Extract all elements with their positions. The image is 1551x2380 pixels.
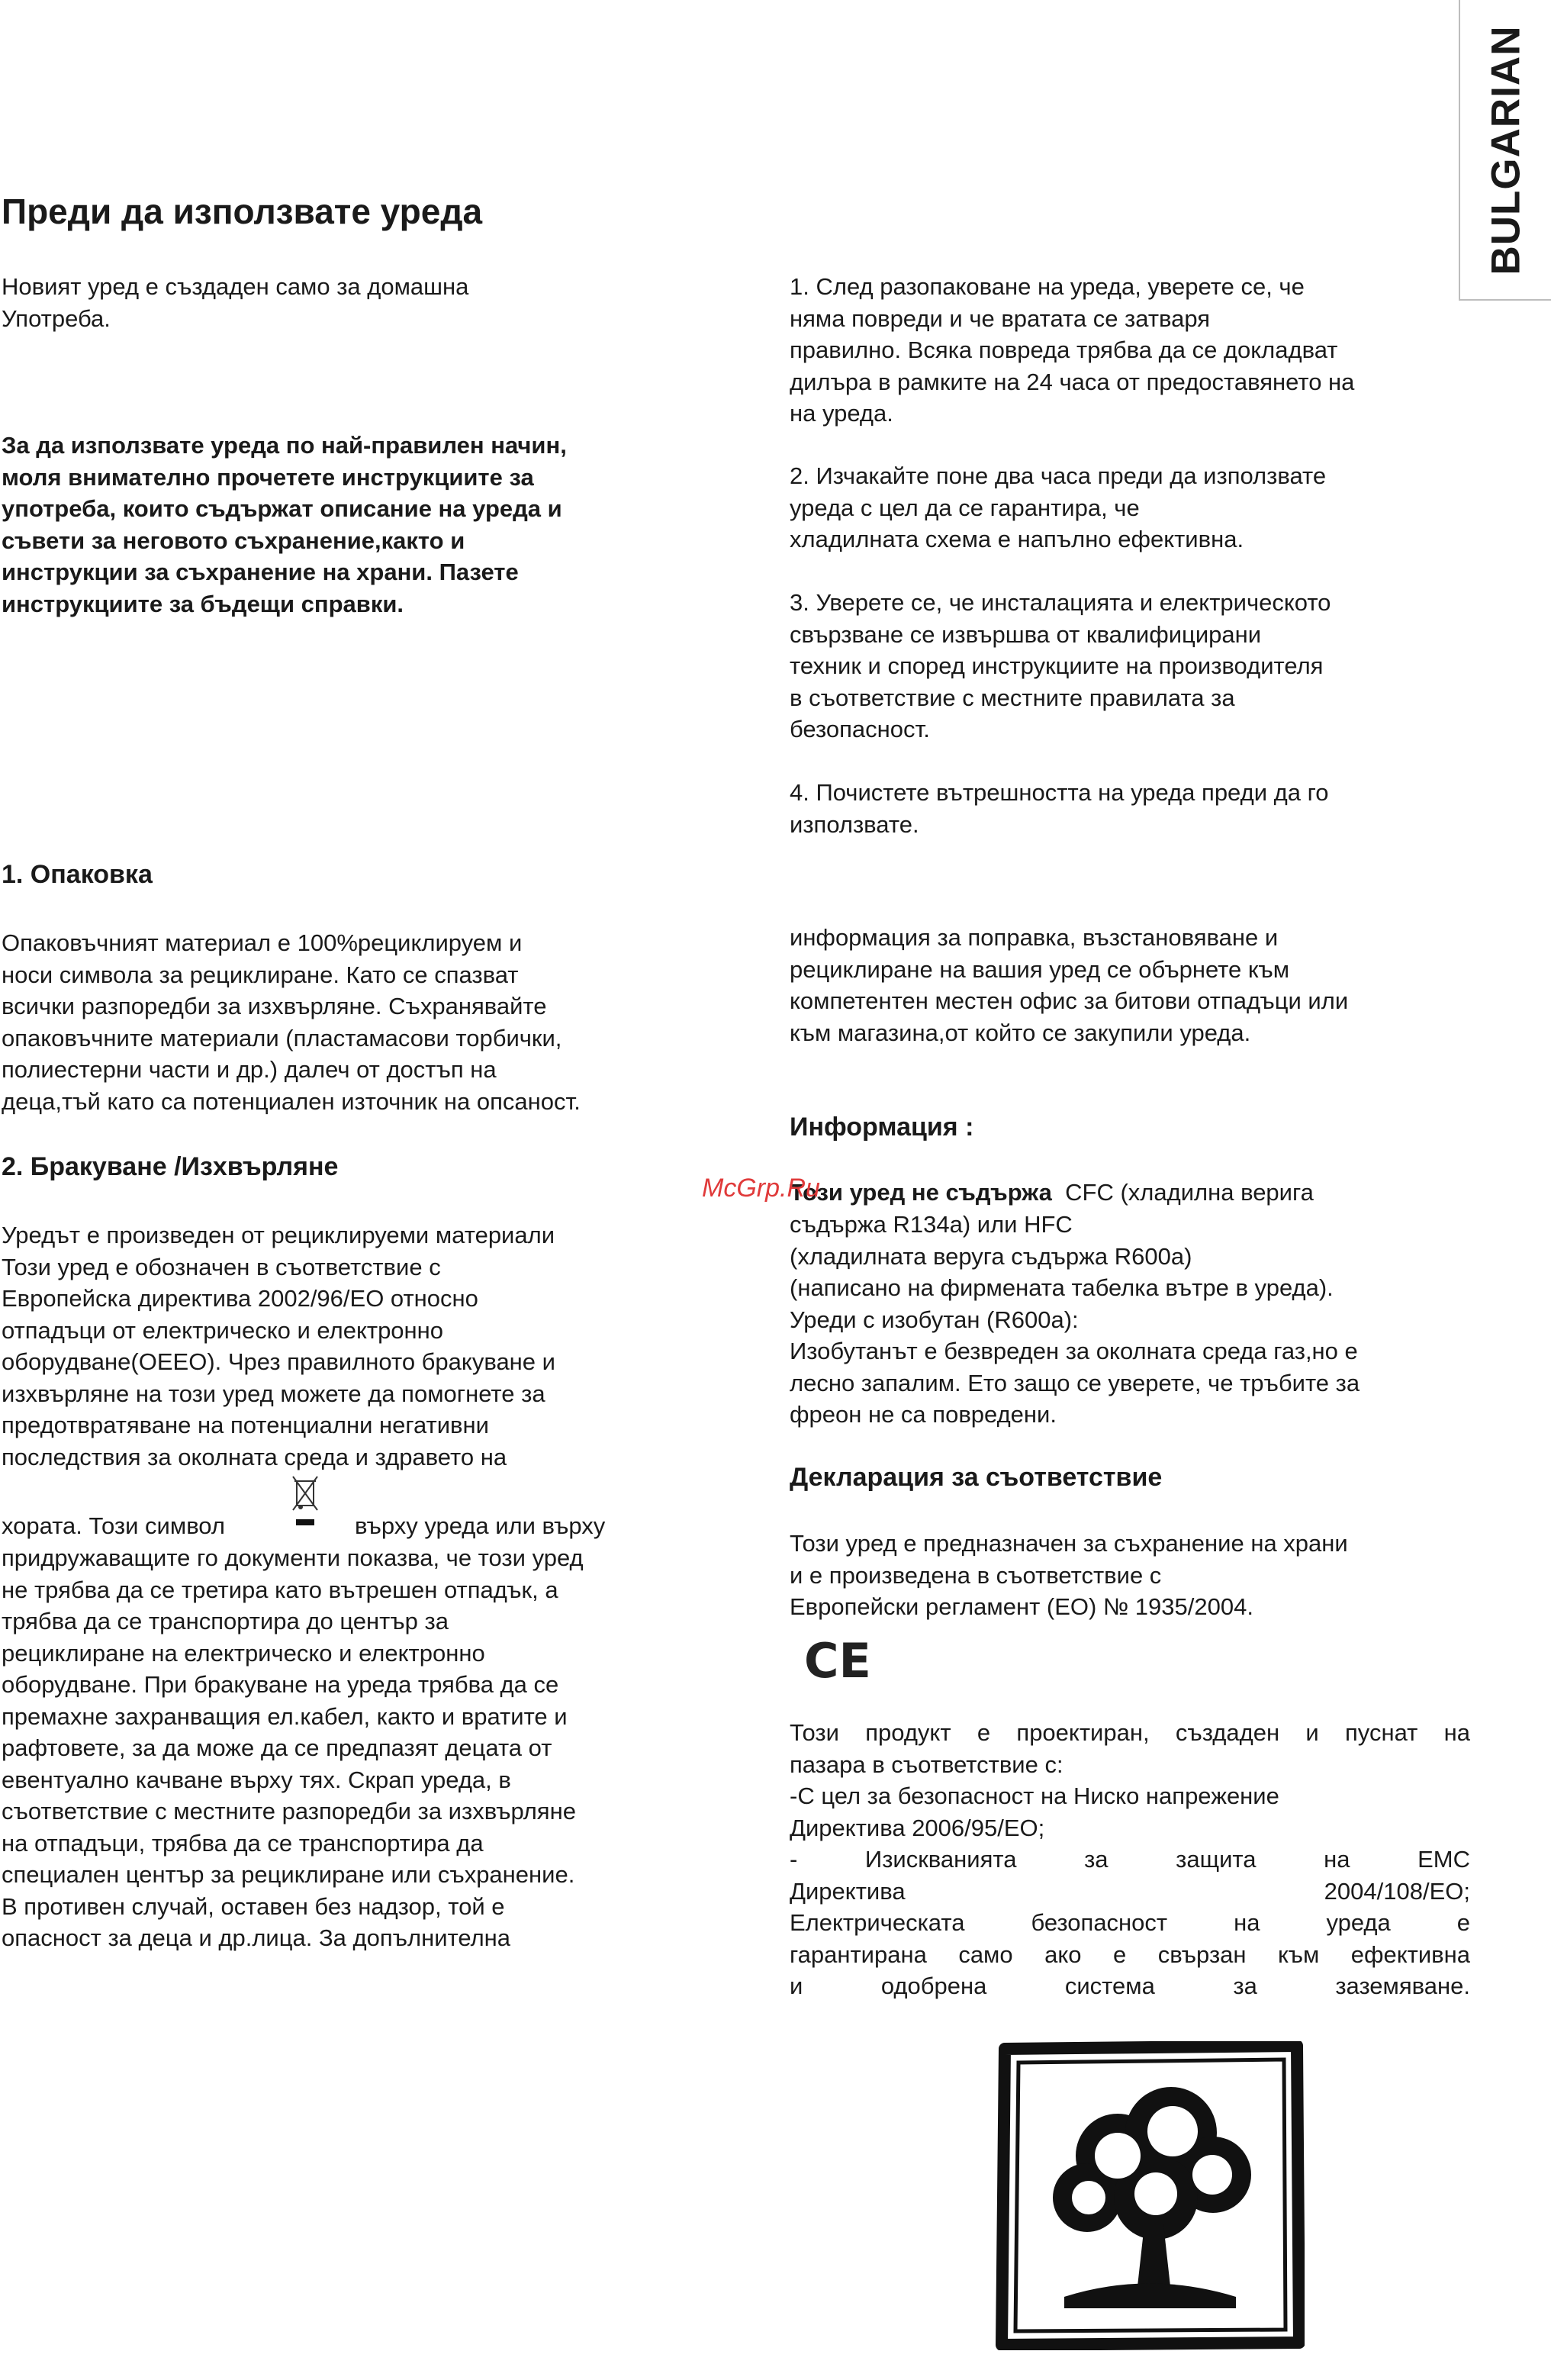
step-3: 3. Уверете се, че инсталацията и електрическото свързване се извършва от квалифицирани техник и според инструкциите на производителя в съответствие с местните правилата за безопасност. <box>790 589 1331 742</box>
compliance-line: Този продукт е проектиран, създаден и пуснат на <box>790 1719 1470 1746</box>
info-heading: Информация : <box>790 1113 974 1142</box>
compliance-line: и одобрена система за заземяване. <box>790 1973 1470 1999</box>
step-1: 1. След разопаковане на уреда, уверете се, че няма повреди и че вратата се затваря правилно. Всяка повреда трябва да се докладват дилъра в рамките на 24 часа от предоставянето на на уреда. <box>790 273 1355 427</box>
intro-bold-text: За да използвате уреда по най-правилен начин, моля внимателно прочетете инструкциите за употреба, които съдържат описание на уреда и съвети за неговото съхранение,както и инструкции за съхранение на храни. Пазете инструкциите за бъдещи справки. <box>2 432 567 617</box>
info-bold-lead: Този уред не съдържа <box>790 1179 1052 1206</box>
ce-mark-svg <box>801 1633 870 1686</box>
compliance-line: Директива 2004/108/EO; <box>790 1877 1470 1905</box>
compliance-line: гарантирана само ако е свързан към ефективна <box>790 1940 1470 1968</box>
declaration-heading: Декларация за съответствие <box>790 1463 1163 1492</box>
weee-symbol-line <box>2 1510 734 1541</box>
section-packaging-text: Опаковъчният материал е 100%рециклируем и носи символа за рециклиране. Като се спазват всички разпоредби за изхвърляне. Съхранявайте опаковъчните материали (пластамасови торбички, полиестерни части и др.) далеч от достъп на деца,тъй като са потенциален източник на опсаност. <box>2 929 581 1115</box>
section-disposal-text-a: Уредът е произведен от рециклируеми материали Този уред е обозначен в съответствие с Европейска директива 2002/96/ЕО относно отпадъци от електрическо и електронно оборудване(ОЕЕО). Чрез правилното бракуване и изхвърляне на този уред можете да помогнете за предотвратяване на потенциални негативни последствия за околната среда и здравето на <box>2 1222 555 1470</box>
compliance-line: Електрическата безопасност на уреда е <box>790 1909 1470 1936</box>
section-packaging-heading: 1. Опаковка <box>2 860 153 889</box>
symbol-before-text: хората. Този символ <box>2 1512 225 1539</box>
ce-mark-text: CE <box>804 1633 870 1686</box>
declaration-text: Този уред е предназначен за съхранение на храни и е произведена в съответствие с Европейски регламент (ЕО) № 1935/2004. <box>790 1530 1348 1620</box>
disposal-continuation: информация за поправка, възстановяване и рециклиране на вашия уред се обърнете към компетентен местен офис за битови отпадъци или към магазина,от който се закупили уреда. <box>790 924 1349 1046</box>
ce-mark-icon <box>801 1633 870 1690</box>
info-text: съдържа R134a) или HFC (хладилната веруга съдържа R600a) (написано на фирмената табелка вътре в уреда). Уреди с изобутан (R600a): Изобутанът е безвреден за околната среда газ,но е лесно запалим. Ето защо се уверете, че тръбите за фреон не са повредени. <box>790 1211 1360 1428</box>
step-4: 4. Почистете вътрешността на уреда преди да го използвате. <box>790 779 1329 838</box>
section-disposal-heading: 2. Бракуване /Изхвърляне <box>2 1152 339 1181</box>
tree-eco-icon <box>996 2041 1305 2354</box>
step-2: 2. Изчакайте поне два часа преди да използвате уреда с цел да се гарантира, че хладилната схема е напълно ефективна. <box>790 462 1327 552</box>
intro-text: Новият уред е създаден само за домашна Употреба. <box>2 273 469 332</box>
info-lead-line <box>790 1177 1476 1209</box>
section-disposal-text-b: придружаващите го документи показва, че този уред не трябва да се третира като вътрешен отпадък, а трябва да се транспортира до център за рециклиране на електрическо и електронно оборудване. При бракуване на уреда трябва да се премахне захранващия ел.кабел, както и вратите и рафтовете, за да може да се предпазят децата от евентуално качване върху тях. Скрап уреда, в съответствие с местните разпоредби за изхвърляне на отпадъци, трябва да се транспортира да специален център за рециклиране или съхранение. В противен случай, оставен без надзор, той е опасност за деца и др.лица. За допълнителна <box>2 1544 584 1951</box>
compliance-line: пазара в съответствие с: <box>790 1750 1063 1778</box>
language-label: BULGARIAN <box>1483 25 1529 275</box>
compliance-line: Директива 2006/95/EO; <box>790 1814 1045 1841</box>
info-lead-rest: CFC (хладилна верига <box>1051 1179 1314 1206</box>
watermark: McGrp.Ru <box>702 1174 820 1203</box>
language-tab <box>1459 0 1551 301</box>
compliance-line: -С цел за безопасност на Ниско напрежение <box>790 1783 1279 1809</box>
product-compliance-block <box>790 1717 1470 2002</box>
compliance-line: - Изискванията за защита на ЕМС <box>790 1846 1470 1873</box>
crossed-out-wheeled-bin-icon <box>290 1473 320 1538</box>
page-title: Преди да използвате уреда <box>2 192 483 231</box>
symbol-after-text: върху уреда или върху <box>355 1512 606 1539</box>
